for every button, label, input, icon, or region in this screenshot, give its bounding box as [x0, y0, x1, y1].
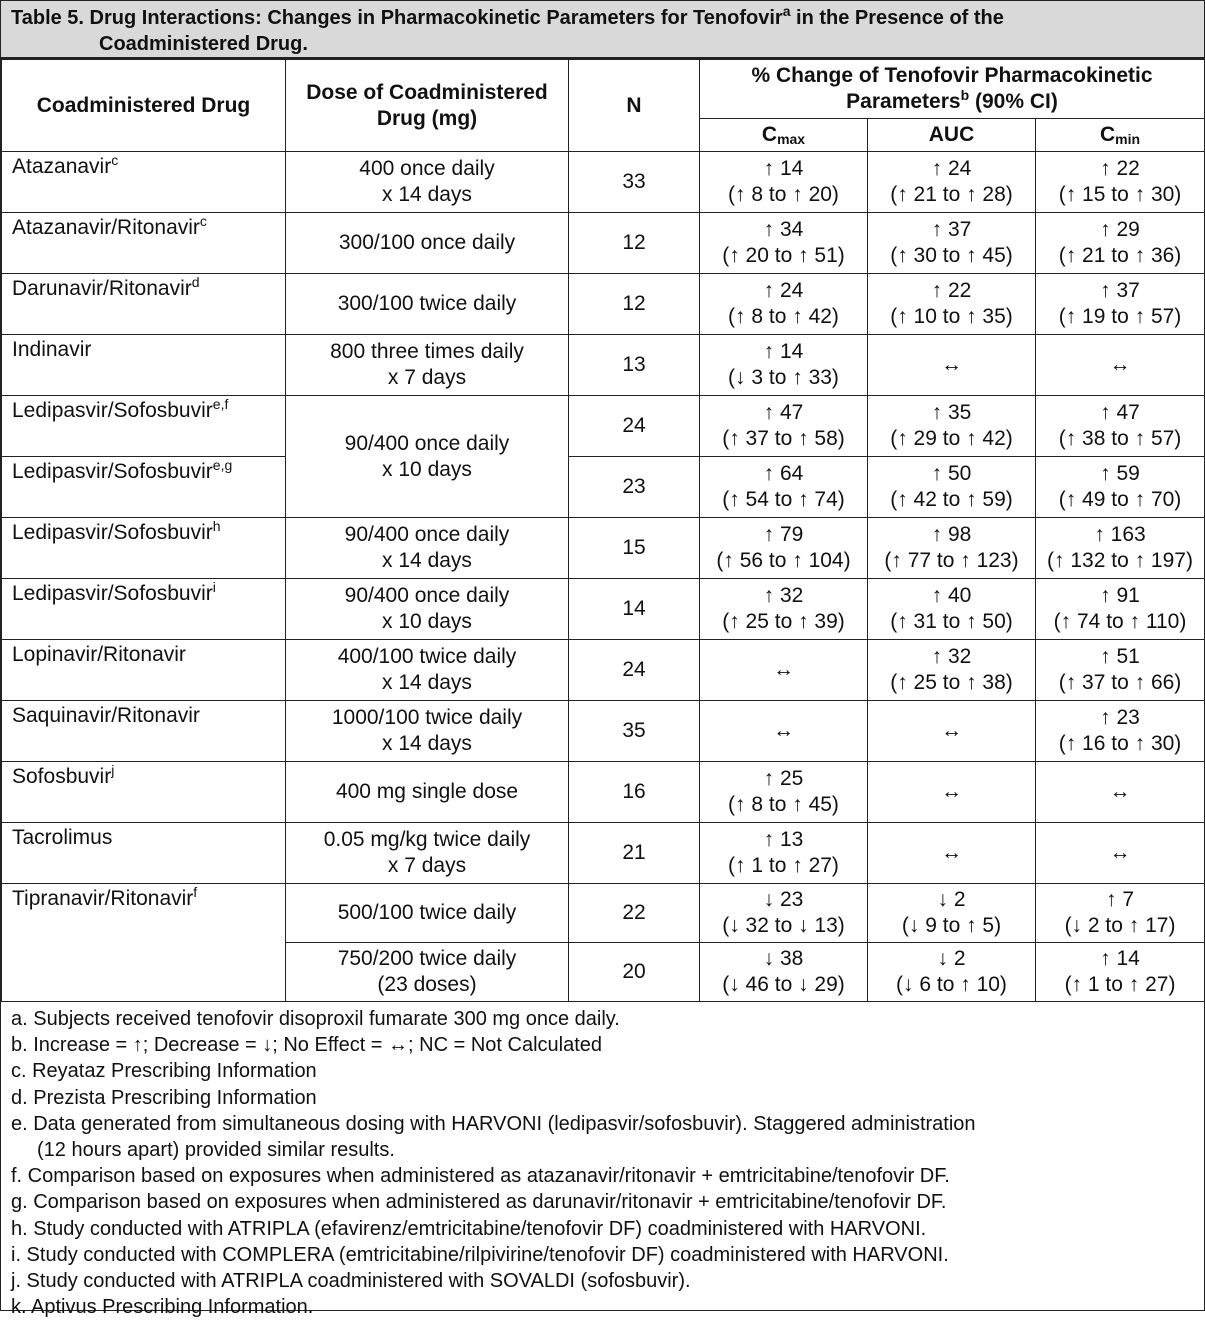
n-cell: 20	[569, 943, 700, 1002]
auc-cell: ↓ 2 (↓ 6 to ↑ 10)	[868, 943, 1036, 1002]
footnote: j. Study conducted with ATRIPLA coadministered with SOVALDI (sofosbuvir).	[11, 1270, 691, 1293]
dose-cell: 90/400 once daily x 10 days	[286, 579, 569, 640]
drug-cell: Ledipasvir/Sofosbuvir$^h$	[2, 518, 286, 579]
dose-cell: 1000/100 twice daily x 14 days	[286, 701, 569, 762]
cmax-cell: ↑ 14 (↓ 3 to ↑ 33)	[700, 335, 868, 396]
drug-cell: Atazanavir$^c$	[2, 152, 286, 213]
footnote: c. Reyataz Prescribing Information	[11, 1060, 317, 1083]
cmax-cell: ↑ 32 (↑ 25 to ↑ 39)	[700, 579, 868, 640]
cmax-cell: ↑ 13 (↑ 1 to ↑ 27)	[700, 823, 868, 884]
footnote: f. Comparison based on exposures when administered as atazanavir/ritonavir + emtricitabine/tenofovir DF.	[11, 1165, 950, 1188]
dose-cell: 300/100 twice daily	[286, 274, 569, 335]
table-row	[2, 152, 1205, 213]
table-row	[2, 335, 1205, 396]
cmin-cell: ↑ 29 (↑ 21 to ↑ 36)	[1036, 213, 1205, 274]
table-row	[2, 213, 1205, 274]
header-coadministered-drug: Coadministered Drug	[2, 60, 286, 152]
dose-cell: 750/200 twice daily (23 doses)	[286, 943, 569, 1002]
drug-cell: Sofosbuvir$^j$	[2, 762, 286, 823]
n-cell: 33	[569, 152, 700, 213]
n-cell: 13	[569, 335, 700, 396]
table-row	[2, 579, 1205, 640]
drug-cell: Tacrolimus	[2, 823, 286, 884]
drug-cell: Darunavir/Ritonavir$^d$	[2, 274, 286, 335]
n-cell: 14	[569, 579, 700, 640]
auc-cell: ↑ 35 (↑ 29 to ↑ 42)	[868, 396, 1036, 457]
cmin-cell: ↑ 47 (↑ 38 to ↑ 57)	[1036, 396, 1205, 457]
dose-cell: 90/400 once daily x 10 days	[286, 396, 569, 518]
drug-cell: Lopinavir/Ritonavir	[2, 640, 286, 701]
table-row	[2, 518, 1205, 579]
dose-cell: 500/100 twice daily	[286, 884, 569, 943]
auc-cell: ↔	[868, 335, 1036, 396]
footnote: g. Comparison based on exposures when administered as darunavir/ritonavir + emtricitabine/tenofovir DF.	[11, 1191, 947, 1214]
cmin-cell: ↑ 7 (↓ 2 to ↑ 17)	[1036, 884, 1205, 943]
auc-cell: ↔	[868, 701, 1036, 762]
drug-cell: Atazanavir/Ritonavir$^c$	[2, 213, 286, 274]
cmax-cell: ↑ 24 (↑ 8 to ↑ 42)	[700, 274, 868, 335]
dose-cell: 90/400 once daily x 14 days	[286, 518, 569, 579]
cmax-cell: ↑ 64 (↑ 54 to ↑ 74)	[700, 457, 868, 518]
cmax-cell: ↑ 47 (↑ 37 to ↑ 58)	[700, 396, 868, 457]
n-cell: 16	[569, 762, 700, 823]
auc-cell: ↑ 22 (↑ 10 to ↑ 35)	[868, 274, 1036, 335]
cmax-cell: ↑ 79 (↑ 56 to ↑ 104)	[700, 518, 868, 579]
cmax-cell: ↑ 14 (↑ 8 to ↑ 20)	[700, 152, 868, 213]
header-n: N	[569, 60, 700, 152]
drug-cell: Ledipasvir/Sofosbuvir$^i$	[2, 579, 286, 640]
table-row	[2, 396, 1205, 457]
dose-cell: 0.05 mg/kg twice daily x 7 days	[286, 823, 569, 884]
auc-cell: ↑ 98 (↑ 77 to ↑ 123)	[868, 518, 1036, 579]
dose-cell: 400 once daily x 14 days	[286, 152, 569, 213]
cmax-cell: ↓ 38 (↓ 46 to ↓ 29)	[700, 943, 868, 1002]
n-cell: 24	[569, 396, 700, 457]
footnote: b. Increase = ↑; Decrease = ↓; No Effect = ↔; NC = Not Calculated	[11, 1034, 603, 1057]
drug-cell: Saquinavir/Ritonavir	[2, 701, 286, 762]
header-row-1	[2, 60, 1205, 119]
table-row	[2, 640, 1205, 701]
footnote: d. Prezista Prescribing Information	[11, 1086, 317, 1109]
auc-cell: ↔	[868, 762, 1036, 823]
table-row	[2, 823, 1205, 884]
cmax-cell: ↑ 25 (↑ 8 to ↑ 45)	[700, 762, 868, 823]
cmax-cell: ↔	[700, 640, 868, 701]
n-cell: 24	[569, 640, 700, 701]
caption-line-1: Table 5. Drug Interactions: Changes in Pharmacokinetic Parameters for Tenofovir$^a$ in the Presence of the	[11, 3, 1004, 29]
auc-cell: ↓ 2 (↓ 9 to ↑ 5)	[868, 884, 1036, 943]
header-cmax: Cmax	[700, 119, 868, 152]
cmin-cell: ↑ 23 (↑ 16 to ↑ 30)	[1036, 701, 1205, 762]
cmin-cell: ↑ 37 (↑ 19 to ↑ 57)	[1036, 274, 1205, 335]
cmax-cell: ↓ 23 (↓ 32 to ↓ 13)	[700, 884, 868, 943]
cmin-cell: ↑ 51 (↑ 37 to ↑ 66)	[1036, 640, 1205, 701]
cmin-cell: ↔	[1036, 335, 1205, 396]
table-row	[2, 274, 1205, 335]
drug-cell: Tipranavir/Ritonavir$^f$	[2, 884, 286, 1002]
drug-cell: Ledipasvir/Sofosbuvir$^{e,g}$	[2, 457, 286, 518]
n-cell: 12	[569, 213, 700, 274]
n-cell: 12	[569, 274, 700, 335]
drug-cell: Indinavir	[2, 335, 286, 396]
n-cell: 15	[569, 518, 700, 579]
footnote-continuation: (12 hours apart) provided similar results.	[37, 1139, 395, 1162]
auc-cell: ↑ 37 (↑ 30 to ↑ 45)	[868, 213, 1036, 274]
dose-cell: 300/100 once daily	[286, 213, 569, 274]
n-cell: 35	[569, 701, 700, 762]
footnote: e. Data generated from simultaneous dosing with HARVONI (ledipasvir/sofosbuvir). Staggered administration	[11, 1112, 976, 1135]
auc-cell: ↑ 24 (↑ 21 to ↑ 28)	[868, 152, 1036, 213]
auc-cell: ↑ 50 (↑ 42 to ↑ 59)	[868, 457, 1036, 518]
footnote: i. Study conducted with COMPLERA (emtricitabine/rilpivirine/tenofovir DF) coadministered with HARVONI.	[11, 1243, 949, 1266]
auc-cell: ↔	[868, 823, 1036, 884]
cmin-cell: ↑ 163 (↑ 132 to ↑ 197)	[1036, 518, 1205, 579]
drug-cell: Ledipasvir/Sofosbuvir$^{e,f}$	[2, 396, 286, 457]
cmin-cell: ↔	[1036, 823, 1205, 884]
n-cell: 22	[569, 884, 700, 943]
auc-cell: ↑ 32 (↑ 25 to ↑ 38)	[868, 640, 1036, 701]
pk-table	[1, 59, 1205, 1002]
dose-cell: 800 three times daily x 7 days	[286, 335, 569, 396]
footnote: h. Study conducted with ATRIPLA (efavirenz/emtricitabine/tenofovir DF) coadministered with HARVONI.	[11, 1217, 927, 1240]
footnote: a. Subjects received tenofovir disoproxil fumarate 300 mg once daily.	[11, 1008, 620, 1030]
table-row	[2, 457, 1205, 518]
n-cell: 21	[569, 823, 700, 884]
footnotes	[1, 1002, 1204, 1320]
header-percent-change: % Change of Tenofovir Pharmacokinetic Parameters$^b$ (90% CI)	[700, 60, 1205, 119]
header-dose: Dose of Coadministered Drug (mg)	[286, 60, 569, 152]
cmin-cell: ↑ 59 (↑ 49 to ↑ 70)	[1036, 457, 1205, 518]
header-cmin: Cmin	[1036, 119, 1205, 152]
cmax-cell: ↑ 34 (↑ 20 to ↑ 51)	[700, 213, 868, 274]
n-cell: 23	[569, 457, 700, 518]
table-row	[2, 701, 1205, 762]
cmin-cell: ↑ 14 (↑ 1 to ↑ 27)	[1036, 943, 1205, 1002]
cmax-cell: ↔	[700, 701, 868, 762]
dose-cell: 400/100 twice daily x 14 days	[286, 640, 569, 701]
footnote: k. Aptivus Prescribing Information.	[11, 1296, 314, 1319]
cmin-cell: ↔	[1036, 762, 1205, 823]
table-row	[2, 762, 1205, 823]
cmin-cell: ↑ 91 (↑ 74 to ↑ 110)	[1036, 579, 1205, 640]
table-row	[2, 884, 1205, 943]
header-auc: AUC	[868, 119, 1036, 152]
caption-line-2: Coadministered Drug.	[99, 33, 308, 55]
cmin-cell: ↑ 22 (↑ 15 to ↑ 30)	[1036, 152, 1205, 213]
table-caption	[1, 1, 1204, 59]
auc-cell: ↑ 40 (↑ 31 to ↑ 50)	[868, 579, 1036, 640]
dose-cell: 400 mg single dose	[286, 762, 569, 823]
